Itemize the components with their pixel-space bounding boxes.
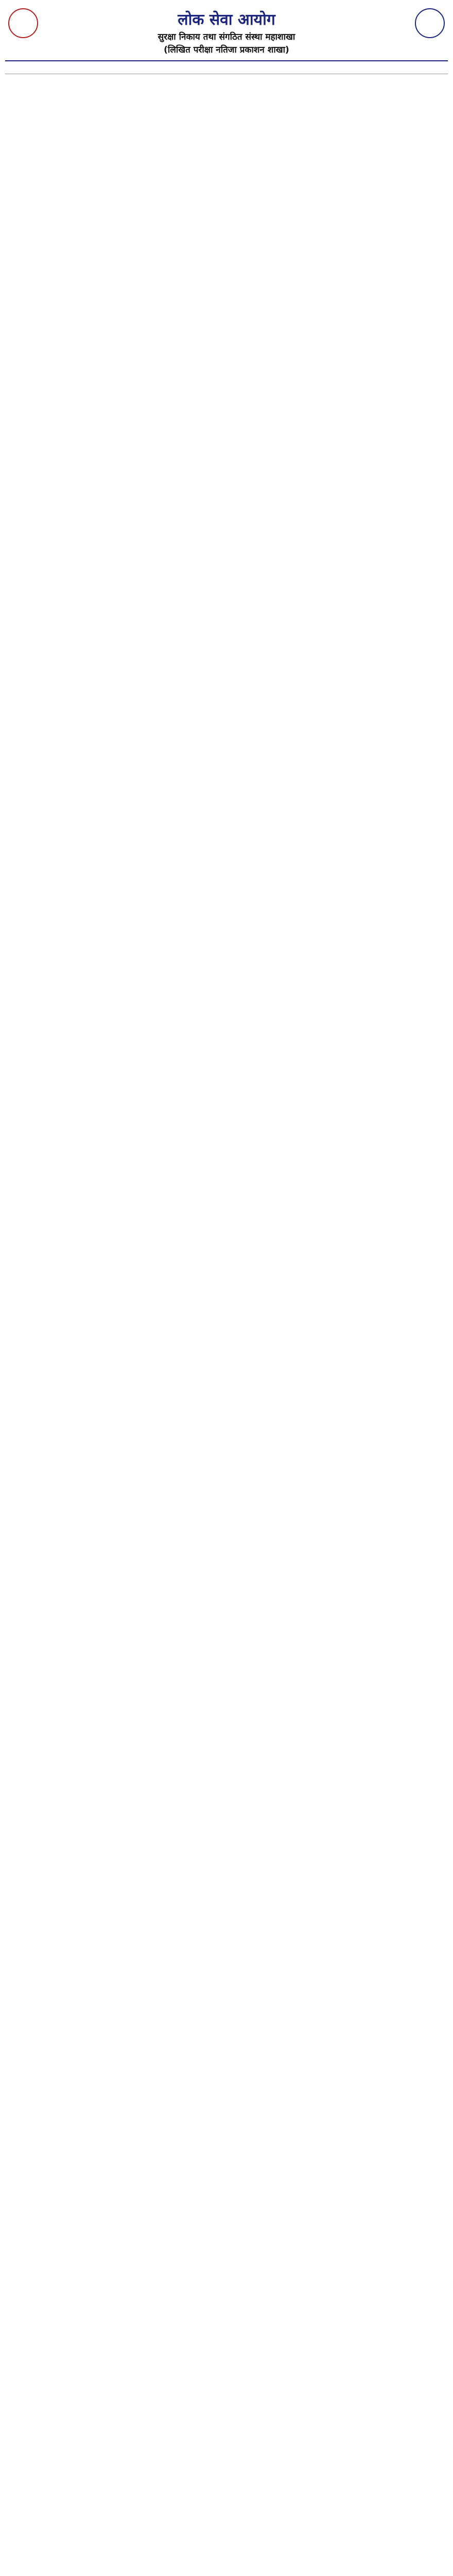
division-name: सुरक्षा निकाय तथा संगठित संस्था महाशाखा: [158, 32, 295, 42]
organization-name: लोक सेवा आयोग: [178, 11, 275, 29]
notice-date-row: [5, 65, 448, 70]
psc-logo-icon: [415, 8, 445, 38]
government-emblem-icon: [8, 8, 38, 38]
document-header: [5, 5, 448, 61]
notice-paragraph: [5, 70, 448, 74]
results-page: [5, 0, 448, 86]
section-name: (लिखित परीक्षा नतिजा प्रकाशन शाखा): [164, 45, 289, 55]
notice-meta: [5, 61, 448, 65]
signatories: [5, 74, 448, 80]
